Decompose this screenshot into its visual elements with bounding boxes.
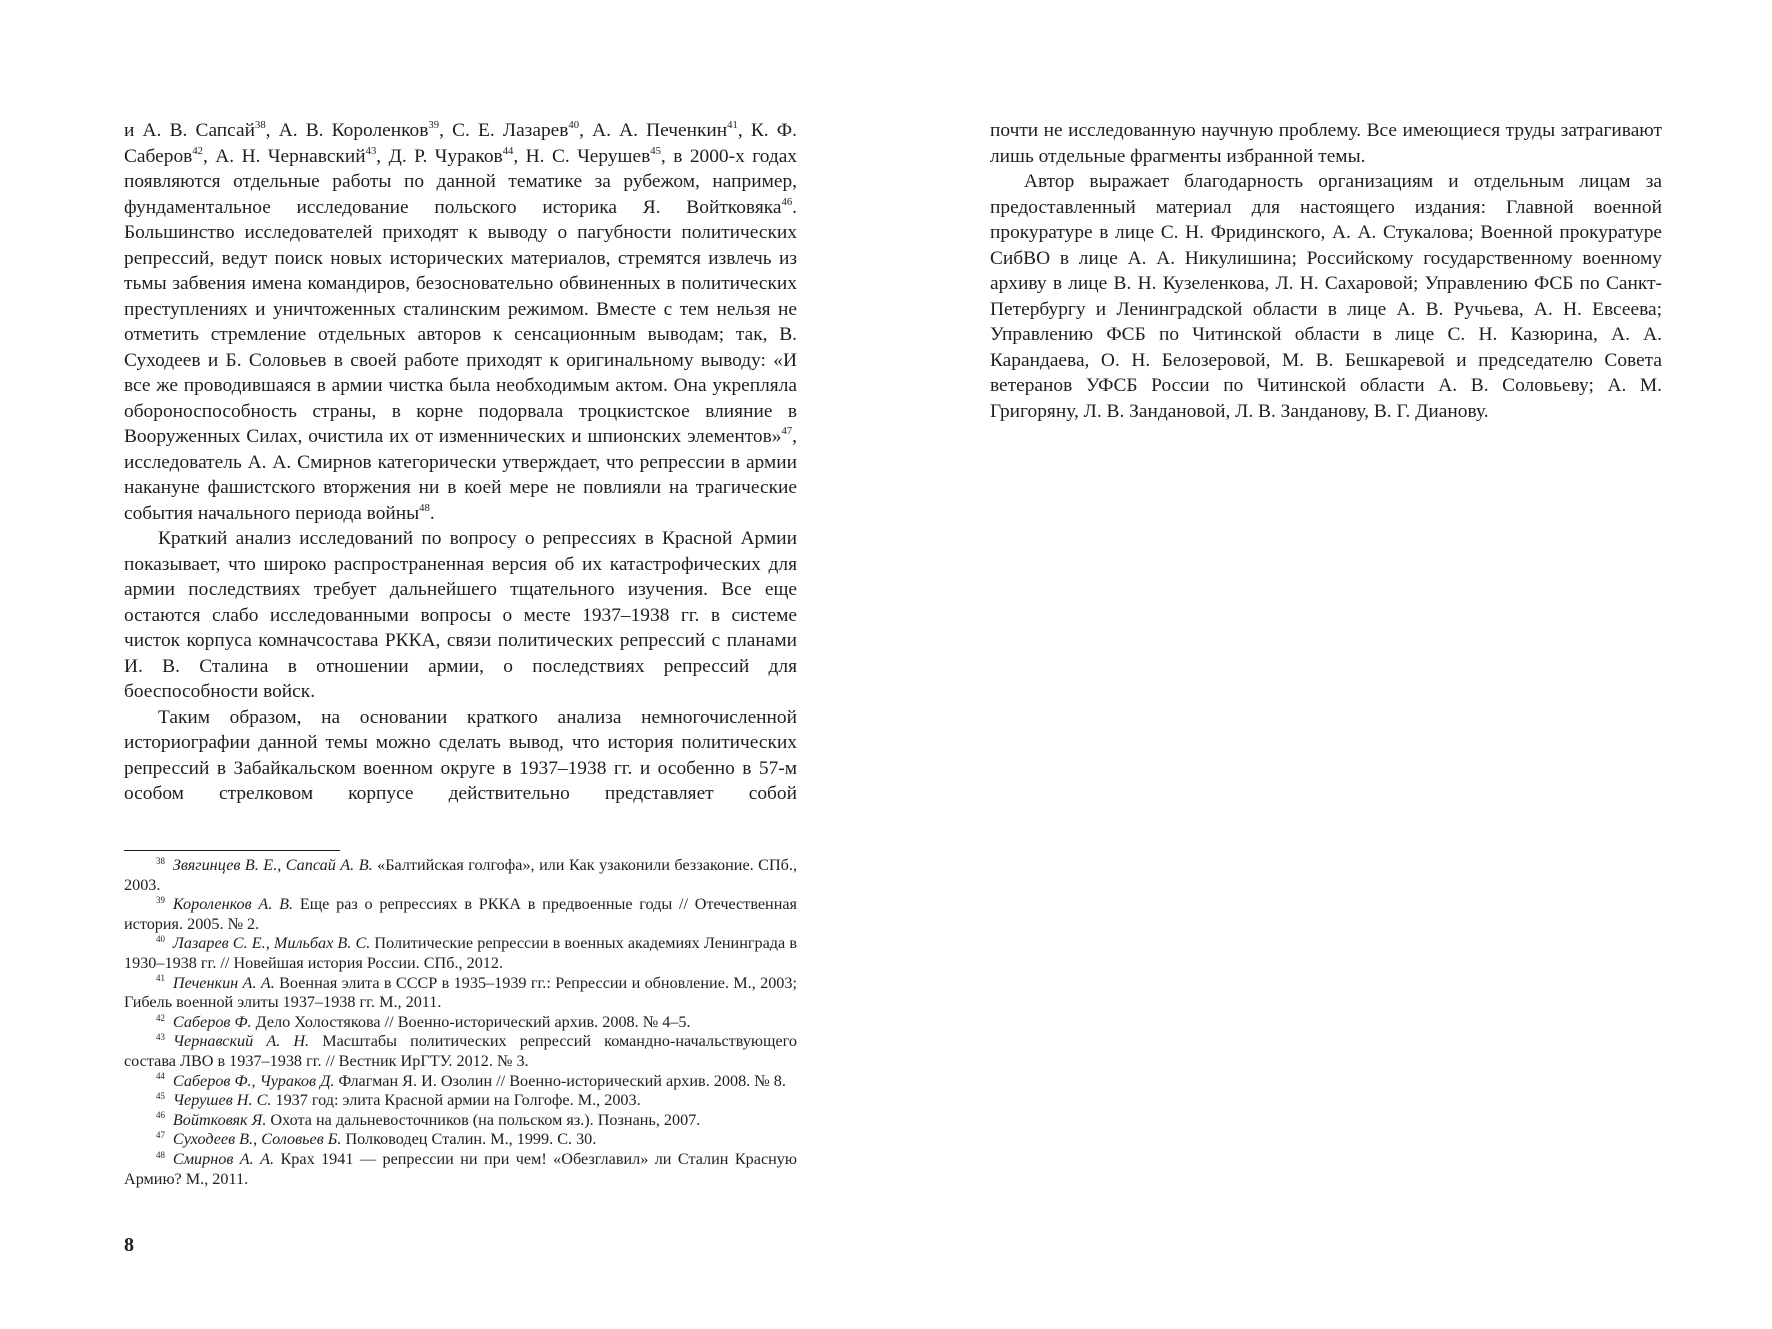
footnote-text: Флагман Я. И. Озолин // Военно-исторический архив. 2008. № 8.	[334, 1071, 786, 1090]
footnote	[124, 1130, 797, 1150]
footnote-text: Политические репрессии в военных академиях Ленинграда в 1930–1938 гг. // Новейшая история России. СПб., 2012.	[124, 934, 797, 972]
footnote-text: Полководец Сталин. М., 1999. С. 30.	[341, 1130, 597, 1149]
left-paragraph-1: и А. В. Сапсай$^{38}$, А. В. Короленков$^{39}$, С. Е. Лазарев$^{40}$, А. А. Печенкин$^{41}$, К. Ф. Саберов$^{42}$, А. Н. Чернавский$^{43}$, Д. Р. Чураков$^{44}$, Н. С. Черушев$^{45}$, в 2000-х годах появляются отдельные работы по данной тематике за рубежом, например, фундаментальное исследование польского историка Я. Войтковяка$^{46}$. Большинство исследователей приходят к выводу о пагубности политических репрессий, ведут поиск новых исторических материалов, стремятся извлечь из тьмы забвения имена командиров, безосновательно обвиненных в политических преступлениях и уничтоженных сталинским режимом. Вместе с тем нельзя не отметить стремление отдельных авторов к сенсационным выводам; так, В. Суходеев и Б. Соловьев в своей работе приходят к оригинальному выводу: «И все же проводившаяся в армии чистка была необходимым актом. Она укрепляла обороноспособность страны, в корне подорвала троцкистское влияние в Вооруженных Силах, очистила их от изменнических и шпионских элементов»$^{47}$, исследователь А. А. Смирнов категорически утверждает, что репрессии в армии накануне фашистского вторжения ни в коей мере не повлияли на трагические события начального периода войны$^{48}$.	[124, 119, 798, 524]
footnote-number: 48	[156, 1149, 165, 1160]
footnote-text: Еще раз о репрессиях в РККА в предвоенные годы // Отечественная история. 2005. № 2.	[124, 895, 798, 933]
footnote-ref: 46	[781, 195, 793, 208]
footnote-number: 45	[156, 1090, 165, 1101]
footnote-number: 46	[156, 1110, 165, 1121]
footnote-ref: 40	[568, 119, 580, 131]
footnote	[124, 856, 797, 895]
footnote-ref: 47	[781, 425, 793, 437]
footnote	[124, 895, 797, 934]
footnote	[124, 1150, 797, 1189]
footnote-author: Короленков А. В.	[172, 895, 294, 914]
footnote-text: Военная элита в СССР в 1935–1939 гг.: Репрессии и обновление. М., 2003; Гибель военной элиты 1937–1938 гг. М., 2011.	[124, 973, 797, 1012]
footnote-number: 43	[156, 1032, 165, 1043]
footnote	[124, 1072, 797, 1092]
footnote	[124, 934, 797, 973]
right-paragraph-2: Автор выражает благодарность организациям и отдельным лицам за предоставленный материал для настоящего издания: Главной военной прокуратуре в лице С. Н. Фридинского, А. А. Стукалова; Военной прокуратуре СибВО в лице А. А. Никулишина; Российскому государственному военному архиву в лице В. Н. Кузеленкова, Л. Н. Сахаровой; Управлению ФСБ по Санкт-Петербургу и Ленинградской области в лице А. В. Ручьева, А. Н. Евсеева; Управлению ФСБ по Читинской области в лице С. Н. Казюрина, А. А. Карандаева, О. Н. Белозеровой, М. В. Бешкаревой и председателю Совета ветеранов УФСБ России по Читинской области А. В. Соловьеву; А. М. Григоряну, Л. В. Зандановой, Л. В. Занданову, В. Г. Дианову.	[990, 171, 1662, 422]
footnote-author: Черушев Н. С.	[172, 1091, 272, 1110]
footnote	[124, 974, 797, 1013]
footnote-ref: 45	[650, 144, 661, 157]
footnote-number: 40	[156, 934, 165, 945]
footnotes	[124, 856, 797, 1189]
footnote-author: Войтковяк Я.	[172, 1110, 267, 1129]
footnote-author: Смирнов А. А.	[172, 1149, 275, 1168]
footnote-author: Лазарев С. Е., Мильбах В. С.	[172, 934, 371, 953]
footnote-ref: 43	[365, 144, 377, 157]
footnote	[124, 1032, 797, 1071]
left-body-text	[124, 118, 797, 807]
footnote-author: Звягинцев В. Е., Сапсай А. В.	[172, 856, 373, 874]
footnote-separator	[124, 850, 340, 851]
footnote-ref: 39	[428, 119, 440, 131]
footnote-author: Печенкин А. А.	[172, 973, 275, 992]
footnote-ref: 44	[502, 144, 514, 157]
left-paragraph-2: Краткий анализ исследований по вопросу о репрессиях в Красной Армии показывает, что широко распространенная версия об их катастрофических для армии последствиях требует дальнейшего тщательного изучения. Все еще остаются слабо исследованными вопросы о месте 1937–1938 гг. в системе чисток корпуса комначсостава РККА, связи политических репрессий с планами И. В. Сталина в отношении армии, о последствиях репрессий для боеспособности войск.	[124, 528, 797, 702]
footnote-text: Дело Холостякова // Военно-исторический архив. 2008. № 4–5.	[251, 1012, 691, 1031]
page-number: 8	[124, 1234, 134, 1256]
footnote-number: 41	[156, 973, 165, 984]
footnote-author: Чернавский А. Н.	[172, 1032, 310, 1051]
footnote-ref: 38	[255, 119, 266, 131]
right-body-text	[990, 118, 1662, 424]
footnote-text: Охота на дальневосточников (на польском яз.). Познань, 2007.	[266, 1110, 701, 1129]
footnote	[124, 1013, 797, 1033]
left-paragraph-3: Таким образом, на основании краткого анализа немногочисленной историографии данной темы можно сделать вывод, что история политических репрессий в Забайкальском военном округе в 1937–1938 гг. и особенно в 57-м особом стрелковом корпусе действительно представляет собой	[124, 706, 797, 804]
footnote-author: Саберов Ф.	[172, 1012, 252, 1031]
left-page	[124, 118, 797, 807]
footnote-text: 1937 год: элита Красной армии на Голгофе. М., 2003.	[271, 1091, 641, 1110]
footnote-ref: 41	[727, 119, 738, 131]
footnote-number: 38	[156, 855, 165, 866]
footnote	[124, 1091, 797, 1111]
footnote-number: 39	[156, 894, 165, 905]
footnote-number: 44	[156, 1071, 165, 1082]
footnote-text: Масштабы политических репрессий командно-начальствующего состава ЛВО в 1937–1938 гг. // Вестник ИрГТУ. 2012. № 3.	[124, 1032, 797, 1070]
footnote-ref: 42	[192, 144, 203, 157]
footnote-ref: 48	[419, 501, 430, 514]
right-page	[990, 118, 1662, 424]
footnote-author: Саберов Ф., Чураков Д.	[172, 1071, 335, 1090]
right-paragraph-1: почти не исследованную научную проблему. Все имеющиеся труды затрагивают лишь отдельные фрагменты избранной темы.	[990, 120, 1662, 167]
footnote-number: 42	[156, 1012, 165, 1023]
footnote-author: Суходеев В., Соловьев Б.	[172, 1130, 342, 1149]
footnote-number: 47	[156, 1130, 165, 1141]
footnote-text: «Балтийская голгофа», или Как узаконили беззаконие. СПб., 2003.	[124, 856, 797, 894]
footnote	[124, 1111, 797, 1131]
footnote-text: Крах 1941 — репрессии ни при чем! «Обезглавил» ли Сталин Красную Армию? М., 2011.	[124, 1149, 797, 1188]
